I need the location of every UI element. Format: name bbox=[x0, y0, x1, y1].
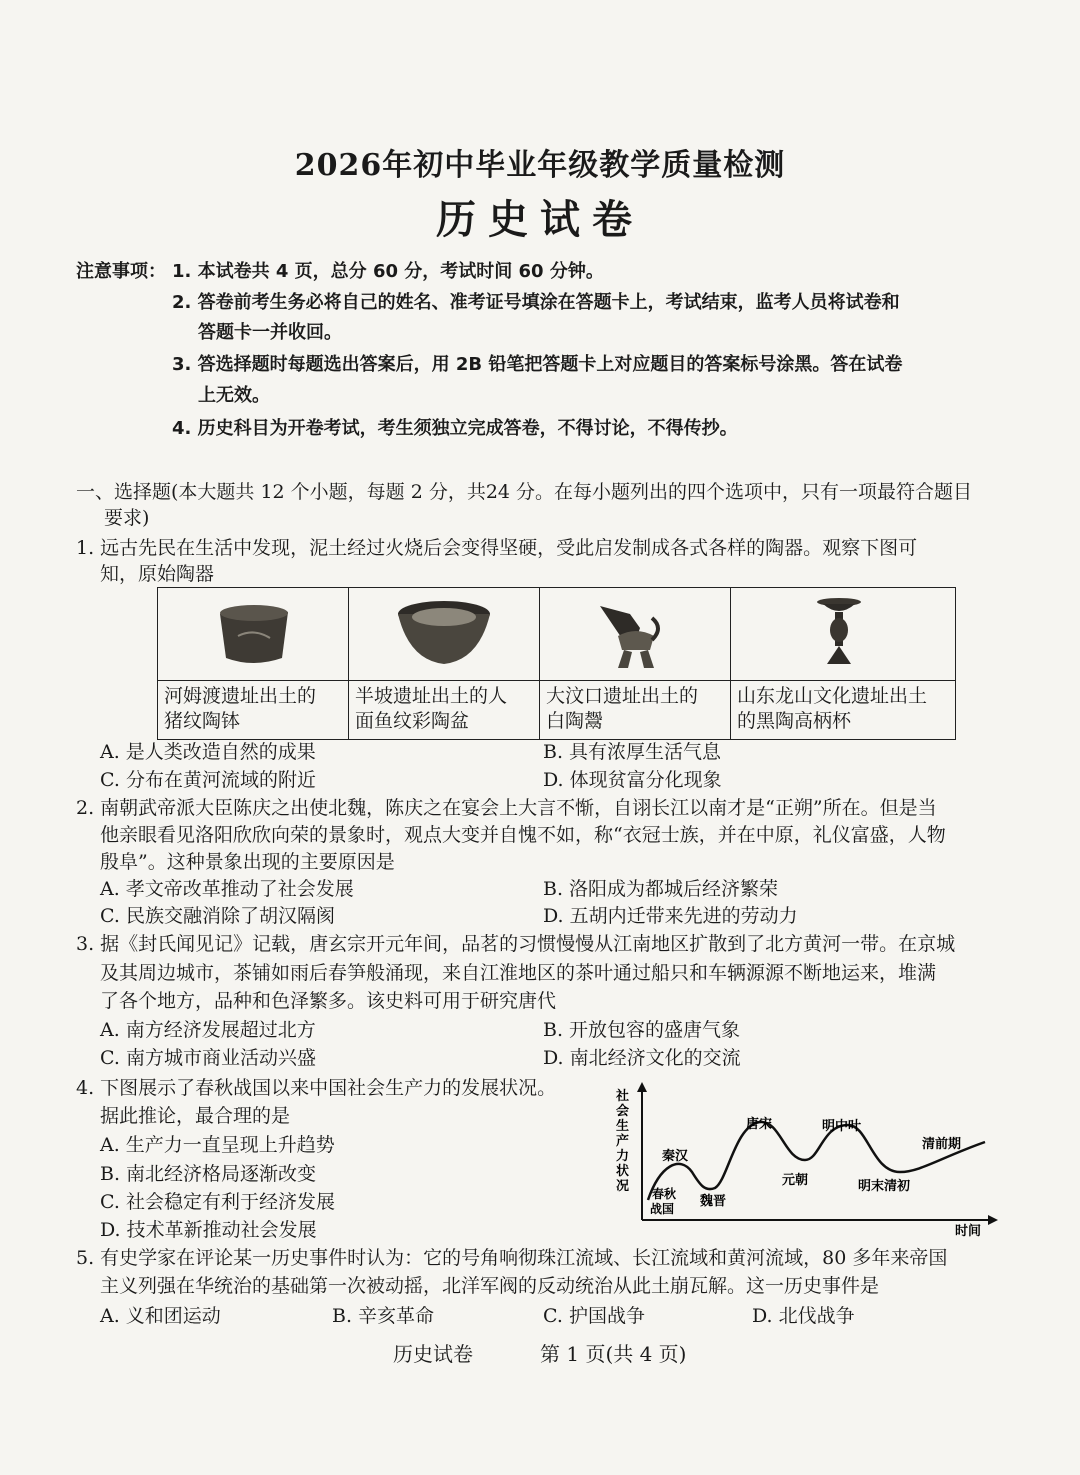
caption-line: 山东龙山文化遗址出土 bbox=[737, 685, 928, 707]
question-stem: 殷阜”。这种景象出现的主要原因是 bbox=[100, 851, 395, 873]
caption-line: 猪纹陶钵 bbox=[164, 710, 241, 732]
option-c[interactable]: C. 分布在黄河流域的附近 bbox=[100, 769, 316, 791]
caption-line: 河姆渡遗址出土的 bbox=[164, 685, 317, 707]
option-d[interactable]: D. 五胡内迁带来先进的劳动力 bbox=[543, 905, 798, 927]
notice-item: 答题卡一并收回。 bbox=[198, 322, 342, 343]
question-stem: 知，原始陶器 bbox=[100, 563, 215, 585]
period-label-part: 春秋 bbox=[652, 1187, 677, 1201]
caption-line: 大汶口遗址出土的 bbox=[546, 685, 699, 707]
option-b[interactable]: B. 南北经济格局逐渐改变 bbox=[100, 1163, 317, 1185]
y-axis-label-char: 况 bbox=[616, 1179, 630, 1194]
option-c[interactable]: C. 社会稳定有利于经济发展 bbox=[100, 1191, 335, 1213]
option-d[interactable]: D. 北伐战争 bbox=[752, 1305, 855, 1327]
period-label: 秦汉 bbox=[662, 1149, 689, 1164]
notice-item: 4. 历史科目为开卷考试，考生须独立完成答卷，不得讨论，不得传抄。 bbox=[172, 418, 738, 439]
question-stem: 4. 下图展示了春秋战国以来中国社会生产力的发展状况。 bbox=[76, 1077, 557, 1099]
x-axis-label: 时间 bbox=[955, 1224, 982, 1239]
artifact-caption bbox=[349, 681, 540, 740]
black-stem-cup-icon bbox=[731, 588, 955, 676]
option-d[interactable]: D. 技术革新推动社会发展 bbox=[100, 1219, 317, 1241]
artifact-image-cell bbox=[540, 588, 731, 681]
artifact-caption bbox=[731, 681, 956, 740]
option-b[interactable]: B. 洛阳成为都城后经济繁荣 bbox=[543, 878, 779, 900]
y-axis-label-char: 社 bbox=[616, 1089, 630, 1104]
y-axis-label-char: 生 bbox=[616, 1119, 630, 1134]
question-stem: 了各个地方，品种和色泽繁多。该史料可用于研究唐代 bbox=[100, 990, 557, 1012]
y-axis-arrow bbox=[637, 1082, 647, 1092]
section-line: 一、选择题(本大题共 12 个小题，每题 2 分，共24 分。在每小题列出的四个选项中，只有一项最符合题目 bbox=[76, 481, 973, 503]
y-axis-label bbox=[615, 1088, 634, 1194]
option-c[interactable]: C. 民族交融消除了胡汉隔阂 bbox=[100, 905, 335, 927]
caption-line: 的黑陶高柄杯 bbox=[737, 710, 852, 732]
caption-line: 白陶鬶 bbox=[546, 710, 604, 732]
exam-title: 2026年初中毕业年级教学质量检测 bbox=[294, 148, 786, 183]
subject-title: 历史试卷 bbox=[436, 197, 644, 243]
question-stem: 他亲眼看见洛阳欣欣向荣的景象时，观点大变并自愧不如，称“衣冠士族，并在中原，礼仪富盛，人物 bbox=[100, 824, 946, 846]
notice-item: 2. 答卷前考生务必将自己的姓名、准考证号填涂在答题卡上，考试结束，监考人员将试卷和 bbox=[172, 292, 900, 313]
y-axis-label-char: 状 bbox=[616, 1164, 630, 1179]
white-pottery-gui-icon bbox=[540, 588, 730, 676]
option-c[interactable]: C. 护国战争 bbox=[543, 1305, 645, 1327]
footer-page-number: 第 1 页(共 4 页) bbox=[540, 1342, 687, 1366]
option-a[interactable]: A. 孝文帝改革推动了社会发展 bbox=[100, 878, 354, 900]
artifact-table bbox=[157, 587, 956, 740]
artifact-caption bbox=[158, 681, 349, 740]
option-d[interactable]: D. 体现贫富分化现象 bbox=[543, 769, 722, 791]
option-a[interactable]: A. 义和团运动 bbox=[100, 1305, 221, 1327]
option-a[interactable]: A. 南方经济发展超过北方 bbox=[100, 1019, 316, 1041]
footer-subject: 历史试卷 bbox=[393, 1342, 473, 1366]
option-b[interactable]: B. 辛亥革命 bbox=[332, 1305, 435, 1327]
section-line: 要求) bbox=[104, 507, 150, 529]
question-stem: 2. 南朝武帝派大臣陈庆之出使北魏，陈庆之在宴会上大言不惭，自诩长江以南才是“正朔”所在。但是当 bbox=[76, 797, 937, 819]
option-b[interactable]: B. 开放包容的盛唐气象 bbox=[543, 1019, 741, 1041]
question-stem: 1. 远古先民在生活中发现，泥土经过火烧后会变得坚硬，受此启发制成各式各样的陶器。观察下图可 bbox=[76, 537, 918, 559]
period-label: 明中叶 bbox=[822, 1119, 862, 1134]
y-axis-label-char: 产 bbox=[616, 1134, 630, 1149]
question-stem: 3. 据《封氏闻见记》记载，唐玄宗开元年间，品茗的习惯慢慢从江南地区扩散到了北方黄河一带。在京城 bbox=[76, 933, 956, 955]
period-label: 明末清初 bbox=[858, 1179, 911, 1194]
question-stem: 主义列强在华统治的基础第一次被动摇，北洋军阀的反动统治从此土崩瓦解。这一历史事件是 bbox=[100, 1275, 880, 1297]
question-stem: 据此推论，最合理的是 bbox=[100, 1105, 291, 1127]
question-stem: 及其周边城市，茶铺如雨后春笋般涌现，来自江淮地区的茶叶通过船只和车辆源源不断地运来，堆满 bbox=[100, 962, 937, 984]
option-a[interactable]: A. 是人类改造自然的成果 bbox=[100, 741, 316, 763]
period-label: 清前期 bbox=[922, 1137, 962, 1152]
period-label bbox=[650, 1186, 680, 1216]
x-axis-arrow bbox=[988, 1215, 998, 1225]
notice-item: 3. 答选择题时每题选出答案后，用 2B 铅笔把答题卡上对应题目的答案标号涂黑。答在试卷 bbox=[172, 354, 903, 375]
period-label: 唐宋 bbox=[746, 1117, 773, 1132]
question-stem: 5. 有史学家在评论某一历史事件时认为：它的号角响彻珠江流域、长江流域和黄河流域，80 多年来帝国 bbox=[76, 1247, 948, 1269]
pig-pattern-bowl-icon bbox=[158, 588, 348, 676]
artifact-caption bbox=[540, 681, 731, 740]
fish-face-basin-icon bbox=[349, 588, 539, 676]
period-label-part: 战国 bbox=[650, 1202, 675, 1216]
trend-curve bbox=[648, 1122, 985, 1200]
artifact-image-cell bbox=[731, 588, 956, 681]
y-axis-label-char: 力 bbox=[616, 1149, 630, 1164]
notice-label: 注意事项： bbox=[76, 261, 166, 282]
notice-item: 上无效。 bbox=[198, 385, 270, 406]
artifact-image-cell bbox=[158, 588, 349, 681]
option-c[interactable]: C. 南方城市商业活动兴盛 bbox=[100, 1047, 316, 1069]
caption-line: 面鱼纹彩陶盆 bbox=[355, 710, 470, 732]
notice-item: 1. 本试卷共 4 页，总分 60 分，考试时间 60 分钟。 bbox=[172, 261, 604, 282]
artifact-image-cell bbox=[349, 588, 540, 681]
option-a[interactable]: A. 生产力一直呈现上升趋势 bbox=[100, 1134, 335, 1156]
period-label: 魏晋 bbox=[700, 1194, 727, 1209]
option-d[interactable]: D. 南北经济文化的交流 bbox=[543, 1047, 741, 1069]
productivity-chart bbox=[600, 1080, 1000, 1240]
period-label: 元朝 bbox=[782, 1173, 809, 1188]
option-b[interactable]: B. 具有浓厚生活气息 bbox=[543, 741, 722, 763]
y-axis-label-char: 会 bbox=[616, 1104, 630, 1119]
caption-line: 半坡遗址出土的人 bbox=[355, 685, 508, 707]
